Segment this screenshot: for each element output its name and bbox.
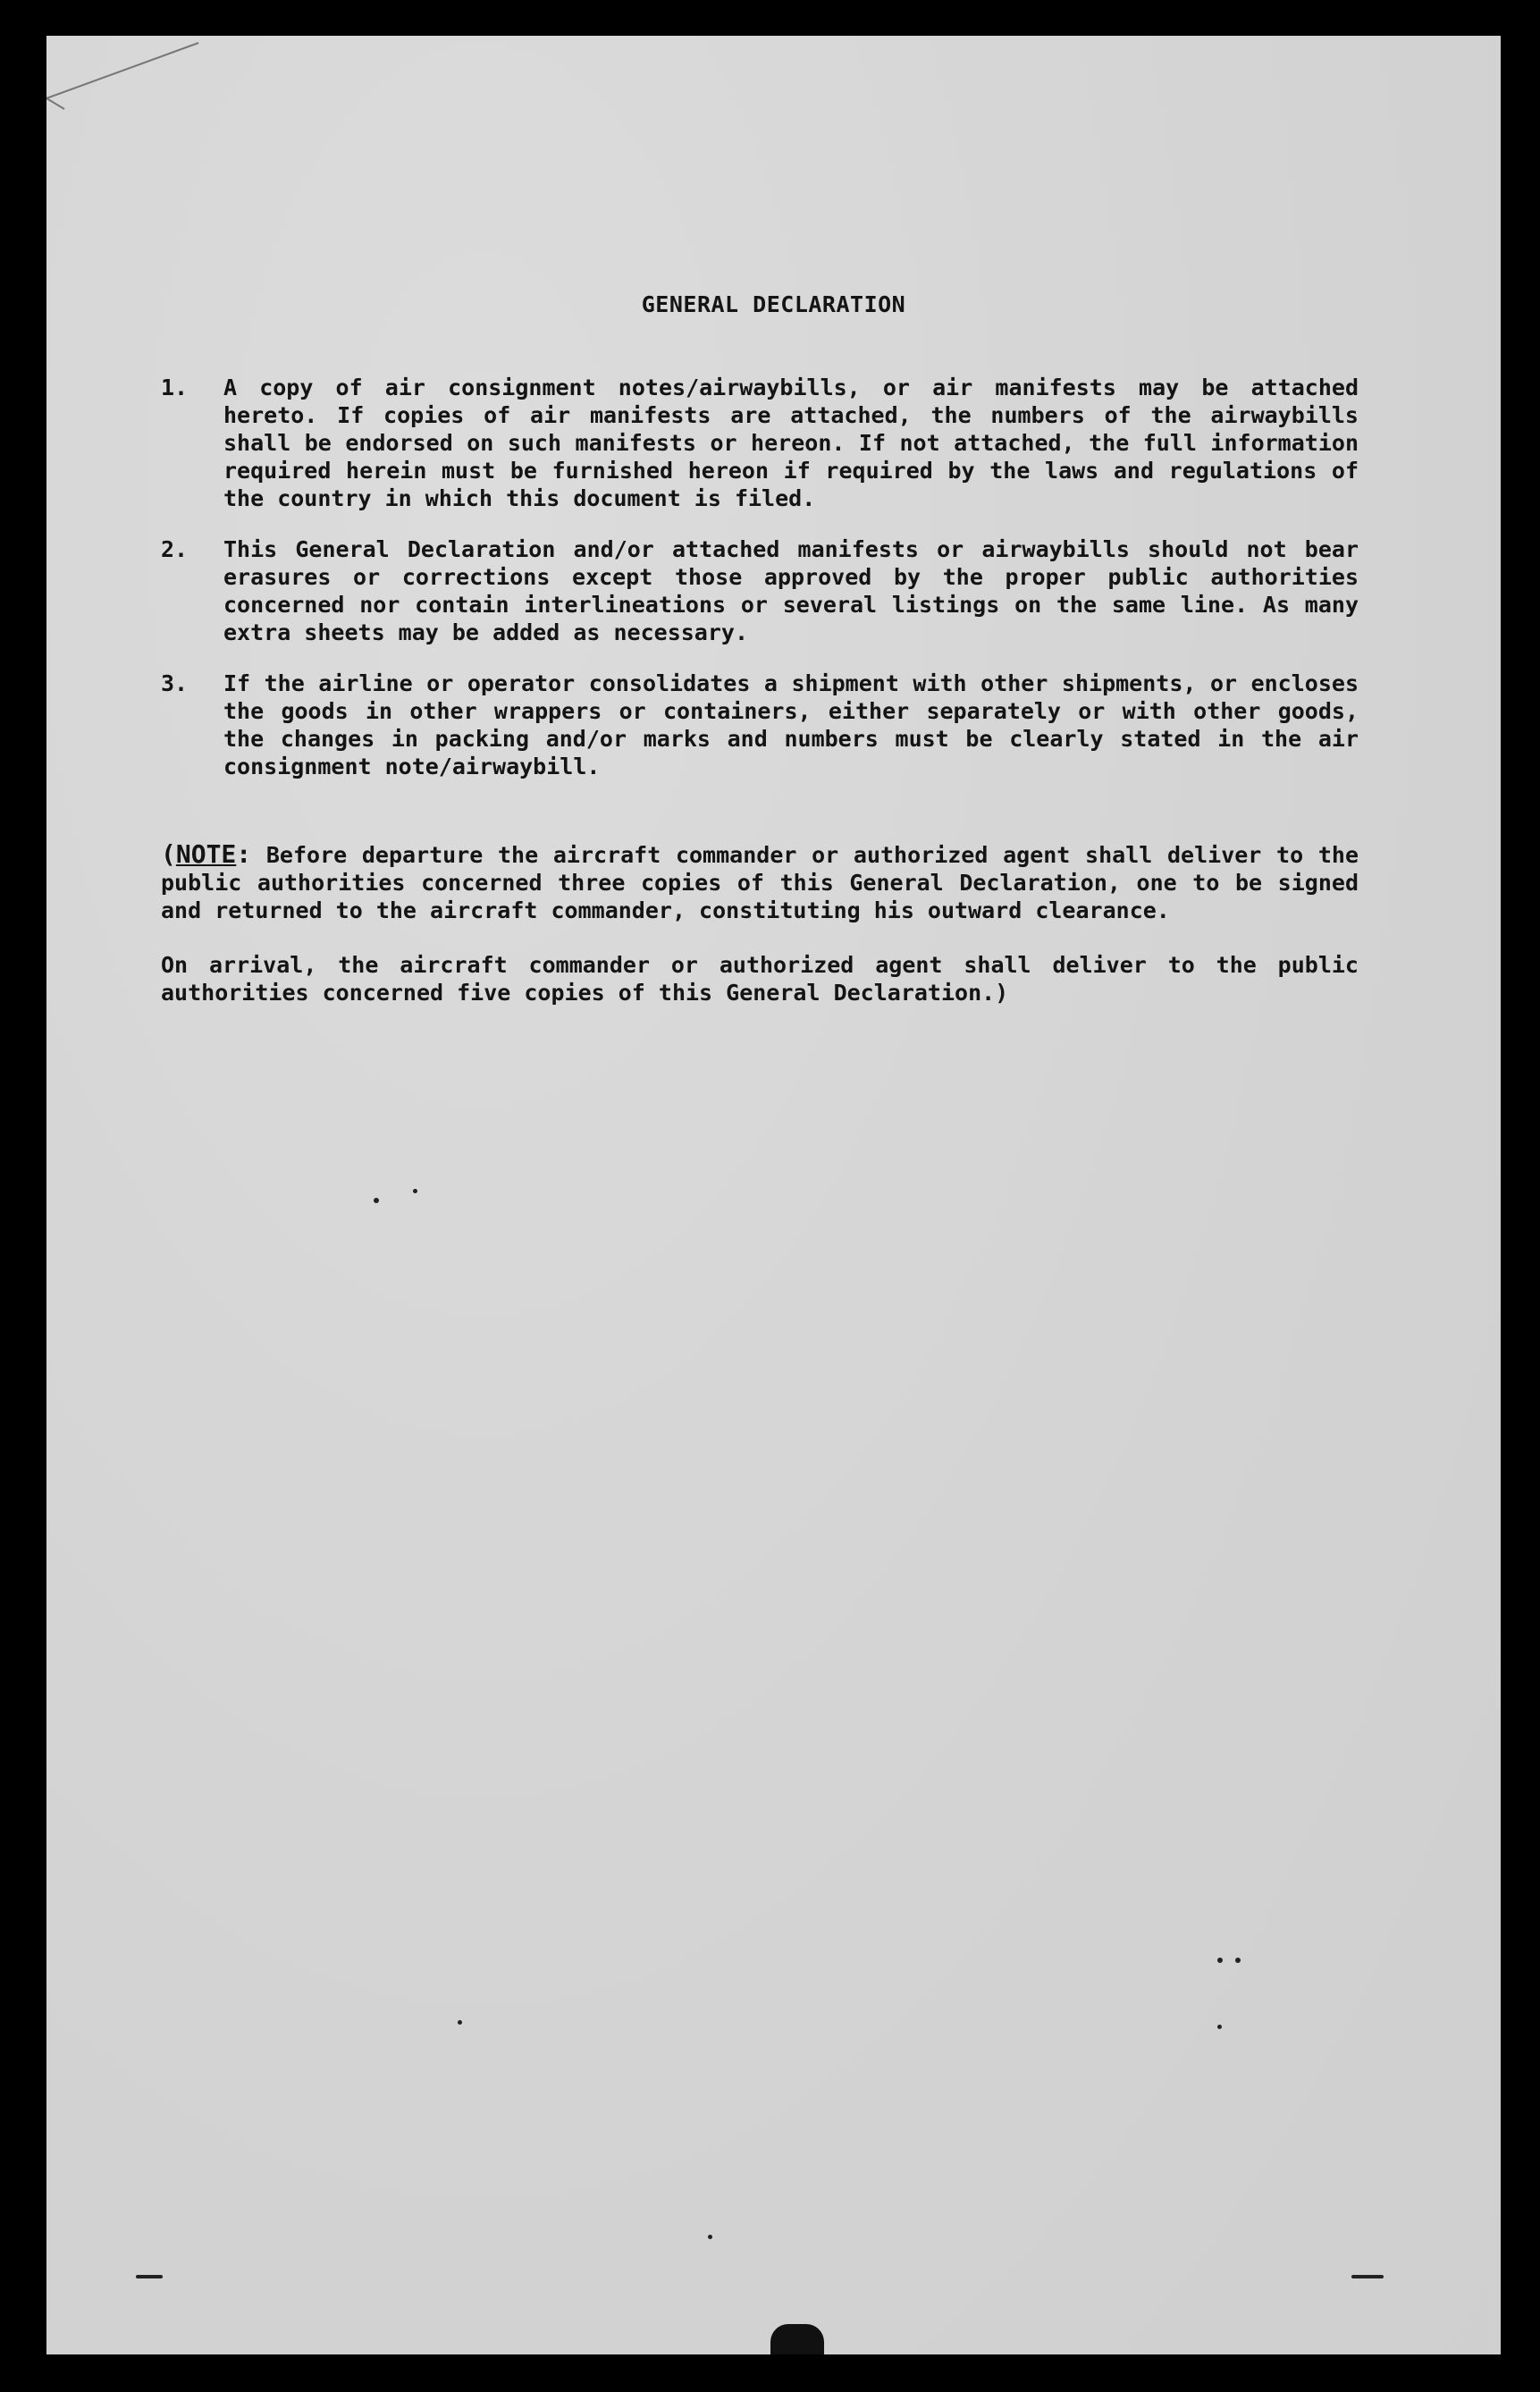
note-open-paren: (	[161, 839, 176, 869]
note-colon: :	[236, 839, 252, 869]
item-text: A copy of air consignment notes/airwaybills, or air manifests may be attached hereto. If copies of air manifests are attached, the numbers of the airwaybills shall be endorsed on such manifests or hereon. If not attached, the full information required herein must be furnished hereon if required by the laws and regulations of the country in which this document is filed.	[223, 375, 1359, 511]
item-number: 2.	[161, 536, 189, 562]
document-title: GENERAL DECLARATION	[641, 291, 906, 317]
folded-corner-mark	[46, 36, 207, 116]
document-page	[46, 36, 1501, 2354]
instruction-item-3	[161, 670, 1412, 780]
note-label	[161, 839, 251, 869]
note-paragraph-1	[161, 840, 1359, 924]
instruction-item-2	[161, 535, 1412, 646]
ink-speck	[1351, 2275, 1384, 2278]
ink-speck	[458, 2020, 462, 2025]
item-number: 3.	[161, 670, 189, 696]
ink-speck	[1217, 2025, 1222, 2029]
binding-tab	[770, 2324, 824, 2354]
item-text: This General Declaration and/or attached manifests or airwaybills should not bear erasures or corrections except those approved by the proper public authorities concerned nor contain interlineations or several listings on the same line. As many extra sheets may be added as necessary.	[223, 536, 1359, 645]
note-label-text: NOTE	[175, 839, 237, 869]
ink-speck	[1235, 1958, 1241, 1963]
instruction-item-1	[161, 374, 1412, 512]
ink-speck	[136, 2275, 163, 2278]
item-number: 1.	[161, 375, 189, 400]
item-text: If the airline or operator consolidates a shipment with other shipments, or encloses the goods in other wrappers or containers, either separately or with other goods, the changes in packing and/or marks and numbers must be clearly stated in the air consignment note/airwaybill.	[223, 670, 1359, 779]
note-paragraph-2: On arrival, the aircraft commander or authorized agent shall deliver to the public authorities concerned five copies of this General Declaration.)	[161, 952, 1359, 1006]
ink-speck	[708, 2235, 712, 2239]
ink-speck	[1217, 1958, 1223, 1963]
instruction-list	[161, 374, 1412, 804]
ink-speck	[413, 1189, 417, 1193]
note-paragraph-1-text: Before departure the aircraft commander or authorized agent shall deliver to the public authorities concerned three copies of this General Declaration, one to be signed and returned to the aircraft commander, constituting his outward clearance.	[161, 842, 1359, 923]
ink-speck	[374, 1198, 379, 1203]
note-section	[161, 840, 1359, 1033]
